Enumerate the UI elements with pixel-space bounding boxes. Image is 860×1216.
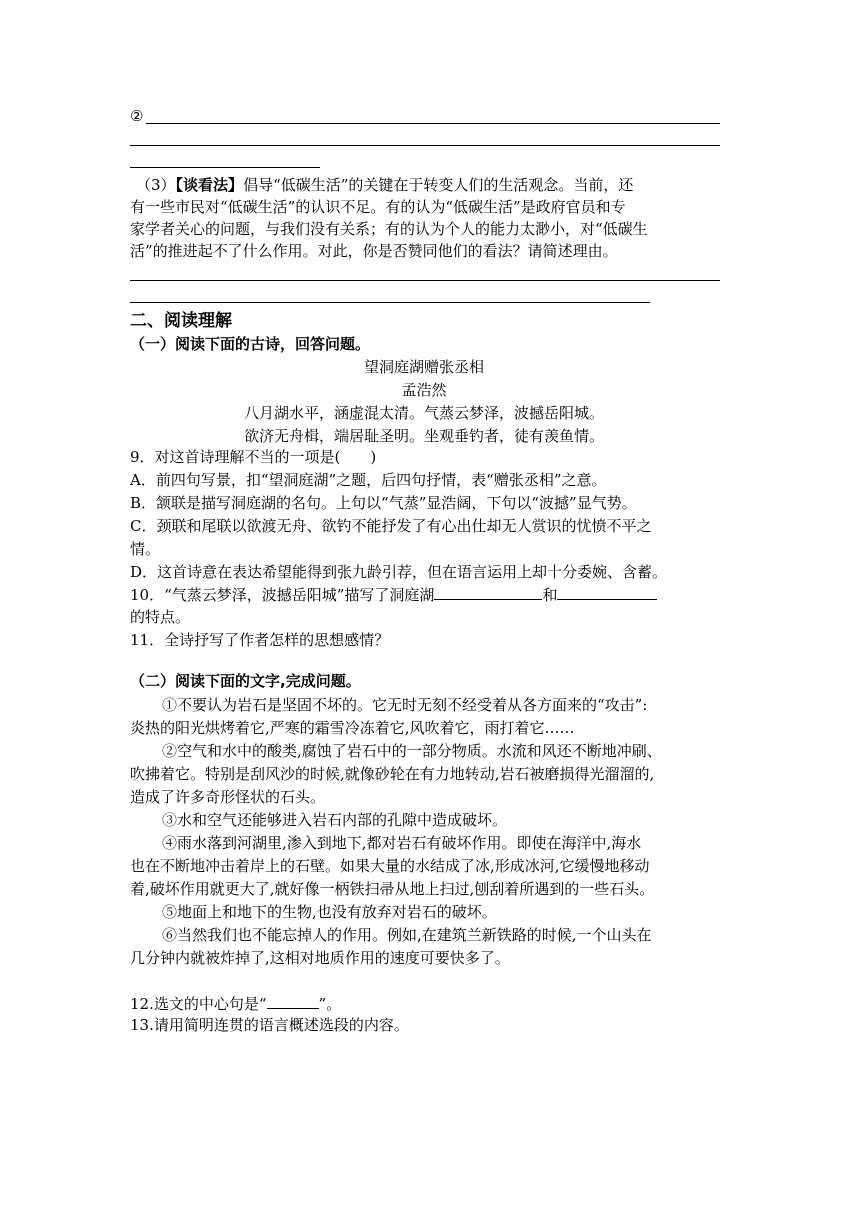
answer-line[interactable] (130, 167, 320, 168)
passage-line: ③水和空气还能够进入岩石内部的孔隙中造成破坏。 (162, 811, 508, 829)
poem-line: 欲济无舟楫，端居耻圣明。坐观垂钓者，徒有羡鱼情。 (243, 427, 604, 445)
passage-line: 也在不断地冲击着岸上的石壁。如果大量的水结成了冰,形成冰河,它缓慢地移动 (130, 857, 650, 875)
question-13: 13.请用简明连贯的语言概述选段的内容。 (130, 1016, 409, 1034)
question-11: 11．全诗抒写了作者怎样的思想感情？ (130, 631, 390, 649)
blank[interactable] (267, 992, 319, 1009)
passage-line: 炎热的阳光烘烤着它,严寒的霜雪冷冻着它,风吹着它，雨打着它…… (130, 719, 575, 737)
question-10: 10．“气蒸云梦泽，波撼岳阳城”描写了洞庭湖 和 (130, 583, 657, 606)
section-heading: 二、阅读理解 (130, 311, 232, 331)
part-1-heading: （一）阅读下面的古诗，回答问题。 (130, 335, 371, 353)
passage-line: 造成了许多奇形怪状的石头。 (130, 788, 326, 806)
passage-line: ⑤地面上和地下的生物,也没有放弃对岩石的破坏。 (162, 903, 497, 921)
option-c-cont: 情。 (130, 540, 161, 558)
question-9-stem: 9．对这首诗理解不当的一项是( ) (130, 448, 377, 466)
answer-line[interactable] (130, 302, 650, 303)
answer-line[interactable] (130, 145, 720, 146)
answer-line[interactable] (130, 280, 720, 281)
question-3-line-2: 有一些市民对“低碳生活”的认识不足。有的认为“低碳生活”是政府官员和专 (130, 198, 626, 216)
option-d: D．这首诗意在表达希望能得到张九龄引荐，但在语言运用上却十分委婉、含蓄。 (130, 563, 668, 581)
passage-line: 吹拂着它。特别是刮风沙的时候,就像砂轮在有力地转动,岩石被磨损得光溜溜的, (130, 765, 655, 783)
question-3-line-4: 活”的推进起不了什么作用。对此，你是否赞同他们的看法？请简述理由。 (130, 242, 618, 260)
answer-line[interactable] (146, 123, 720, 124)
passage-line: ④雨水落到河湖里,渗入到地下,都对岩石有破坏作用。即使在海洋中,海水 (162, 834, 642, 852)
blank[interactable] (557, 583, 657, 600)
poem-line: 八月湖水平，涵虚混太清。气蒸云梦泽，波撼岳阳城。 (243, 404, 604, 422)
passage-line: 几分钟内就被炸掉了,这相对地质作用的速度可要快多了。 (130, 949, 510, 967)
question-tag: （3） (136, 176, 176, 194)
question-3-line-3: 家学者关心的问题，与我们没有关系；有的认为个人的能力太渺小，对“低碳生 (130, 220, 648, 238)
question-3-line-1: （3）【谈看法】倡导“低碳生活”的关键在于转变人们的生活观念。当前，还 (136, 176, 634, 194)
answer-marker-2: ② (130, 107, 144, 125)
option-b: B．颔联是描写洞庭湖的名句。上句以“气蒸”显浩阔，下句以“波撼”显气势。 (130, 494, 637, 512)
question-10-cont: 的特点。 (130, 608, 191, 626)
blank[interactable] (434, 583, 542, 600)
part-2-heading: （二）阅读下面的文字,完成问题。 (130, 672, 361, 690)
poem-author: 孟浩然 (401, 381, 447, 399)
poem-title: 望洞庭湖赠张丞相 (363, 358, 484, 376)
option-c: C．颈联和尾联以欲渡无舟、欲钓不能抒发了有心出仕却无人赏识的忧愤不平之 (130, 517, 652, 535)
passage-line: 着,破坏作用就更大了,就好像一柄铁扫帚从地上扫过,刨刮着所遇到的一些石头。 (130, 880, 655, 898)
passage-line: ⑥当然我们也不能忘掉人的作用。例如,在建筑兰新铁路的时候,一个山头在 (162, 926, 652, 944)
option-a: A．前四句写景，扣“望洞庭湖”之题，后四句抒情，表“赠张丞相”之意。 (130, 471, 607, 489)
question-12: 12.选文的中心句是“ ”。 (130, 992, 341, 1015)
passage-line: ②空气和水中的酸类,腐蚀了岩石中的一部分物质。水流和风还不断地冲刷、 (162, 742, 662, 760)
passage-line: ①不要认为岩石是坚固不坏的。它无时无刻不经受着从各方面来的“攻击”: (162, 696, 648, 714)
question-label: 【谈看法】 (175, 176, 244, 194)
